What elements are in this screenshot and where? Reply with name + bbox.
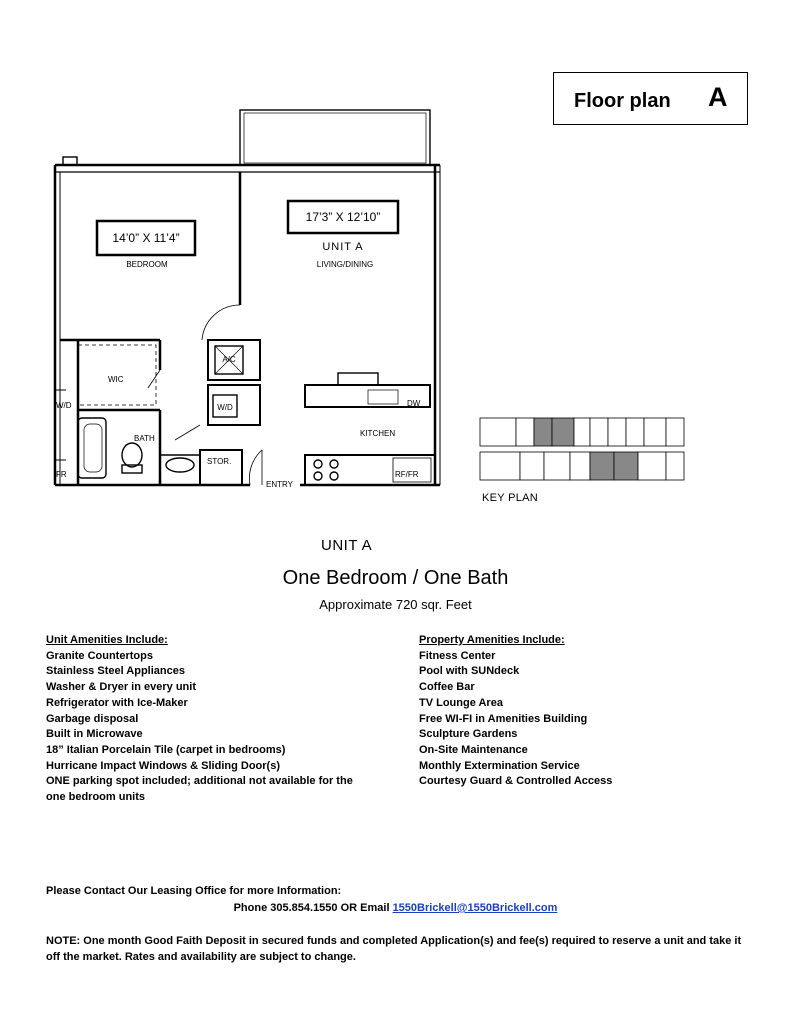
balcony	[240, 110, 430, 165]
bedroom-dimensions: 14’0” X 11’4”	[112, 231, 180, 245]
property-amenities-heading: Property Amenities Include:	[419, 634, 565, 646]
contact-intro: Please Contact Our Leasing Office for more Information:	[46, 885, 342, 897]
unit-amenities-heading: Unit Amenities Include:	[46, 634, 168, 646]
list-item: Built in Microwave	[46, 728, 143, 741]
list-item: Fitness Center	[419, 649, 496, 662]
list-item: Refrigerator with Ice-Maker	[46, 696, 188, 709]
deposit-note: NOTE: One month Good Faith Deposit in secured funds and completed Application(s) and fee(s) required to reserve a unit and take it off the market. Rates and availability are subject to change.	[46, 935, 742, 963]
bedroom-label: BEDROOM	[126, 260, 168, 269]
wd-left-label: W/D	[56, 401, 72, 410]
list-item: Monthly Extermination Service	[419, 759, 580, 772]
entry-label: ENTRY	[266, 480, 293, 489]
unit-heading: UNIT A	[321, 537, 373, 554]
contact-line	[0, 902, 791, 914]
title-text: Floor plan	[574, 90, 671, 112]
list-item: one bedroom units	[46, 791, 145, 804]
kitchen-label: KITCHEN	[360, 429, 396, 438]
list-item: ONE parking spot included; additional not available for the	[46, 775, 353, 788]
unit-size: Approximate 720 sqr. Feet	[319, 597, 472, 612]
property-amenities	[419, 633, 719, 790]
email-link[interactable]: 1550Brickell@1550Brickell.com	[392, 902, 558, 914]
list-item: On-Site Maintenance	[419, 743, 528, 756]
key-plan-label: KEY PLAN	[482, 492, 539, 504]
contact-phone: Phone 305.854.1550 OR Email	[233, 902, 393, 914]
dishwasher-label: DW	[407, 399, 421, 408]
key-plan-diagram	[478, 412, 688, 492]
unit-amenities	[46, 633, 386, 806]
living-dimensions: 17’3” X 12’10”	[305, 210, 381, 224]
unit-subtitle: One Bedroom / One Bath	[282, 567, 509, 589]
living-label: LIVING/DINING	[316, 260, 374, 269]
refrigerator-label: RF/FR	[395, 470, 419, 479]
list-item: Free WI-FI in Amenities Building	[419, 712, 588, 725]
list-item: Coffee Bar	[419, 681, 475, 694]
list-item: 18” Italian Porcelain Tile (carpet in bedrooms)	[46, 743, 286, 756]
list-item: Garbage disposal	[46, 712, 139, 725]
list-item: Sculpture Gardens	[419, 728, 518, 741]
list-item: TV Lounge Area	[419, 696, 503, 709]
list-item: Pool with SUNdeck	[419, 665, 520, 678]
list-item: Stainless Steel Appliances	[46, 665, 185, 678]
list-item: Granite Countertops	[46, 649, 153, 662]
bath-label: BATH	[134, 434, 155, 443]
list-item: Courtesy Guard & Controlled Access	[419, 775, 613, 788]
wic-label: WIC	[108, 375, 124, 384]
unit-label: UNIT A	[322, 241, 364, 253]
list-item: Washer & Dryer in every unit	[46, 681, 196, 694]
list-item: Hurricane Impact Windows & Sliding Door(s)	[46, 759, 280, 772]
wd-label: W/D	[217, 403, 233, 412]
title-unit-letter: A	[708, 82, 728, 112]
ac-label: A/C	[222, 355, 236, 364]
storage-label: STOR.	[207, 457, 232, 466]
fr-left-label: FR	[56, 470, 67, 479]
